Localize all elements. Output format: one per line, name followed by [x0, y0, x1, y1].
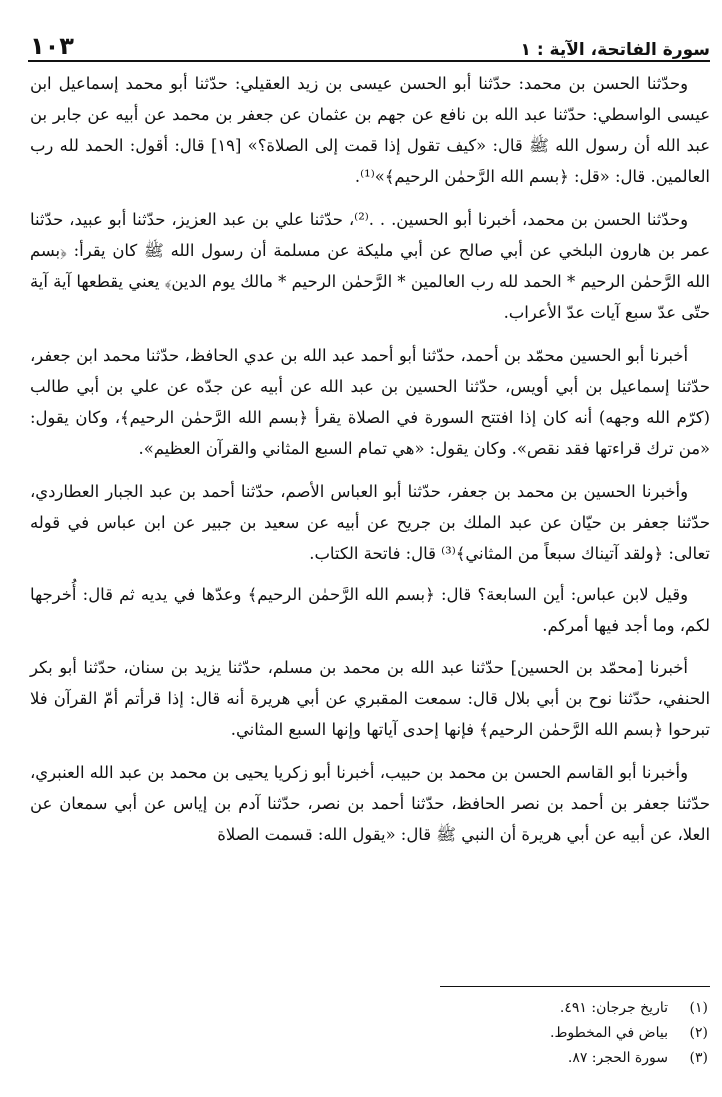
- paragraph-5: وقيل لابن عباس: أين السابعة؟ قال: ﴿بسم الله الرَّحمٰن الرحيم﴾ وعدّها في يديه ثم قال: أُخرجها لكم، وما أجد فيها أمركم.: [30, 585, 710, 635]
- footnote-text: بياض في المخطوط.: [550, 1025, 668, 1041]
- paragraph-6: أخبرنا [محمّد بن الحسين] حدّثنا عبد الله بن محمد بن مسلم، حدّثنا يزيد بن سنان، حدّثنا أبو بكر الحنفي، حدّثنا نوح بن أبي بلال قال: سمعت المقبري عن أبي هريرة أنه قال: إذا قرأتم أمّ القرآن فلا تبرحوا ﴿بسم الله الرَّحمٰن الرحيم﴾ فإنها إحدى آياتها وإنها السبع المثاني.: [30, 658, 710, 739]
- paragraph-7: وأخبرنا أبو القاسم الحسن بن محمد بن حبيب، أخبرنا أبو زكريا يحيى بن محمد بن عبد الله العنبري، حدّثنا جعفر بن أحمد بن نصر الحافظ، حدّثنا أحمد بن نصر، حدّثنا آدم بن إياس عن أبي سمعان عن العلا، عن أبيه عن أبي هريرة أن النبي ﷺ قال: «يقول الله: قسمت الصلاة: [30, 763, 710, 844]
- paragraph-1: وحدّثنا الحسن بن محمد: حدّثنا أبو الحسن عيسى بن زيد العقيلي: حدّثنا أبو محمد إسماعيل ابن عيسى الواسطي: حدّثنا عبد الله بن نافع عن جهم بن عثمان عن جعفر بن محمد عن أبيه عن جابر بن عبد الله أن رسول الله ﷺ قال: «كيف تقول إذا قمت إلى الصلاة؟» [١٩] قال: أقول: الحمد لله رب العالمين. قال: «قل: ﴿بسم الله الرَّحمٰن الرحيم﴾»⁽¹⁾.: [30, 74, 710, 186]
- footnote-text: سورة الحجر: ٨٧.: [567, 1050, 668, 1066]
- footnote-number: (٢): [689, 1025, 708, 1041]
- footnote-2: [260, 1021, 708, 1046]
- paragraph-2: وحدّثنا الحسن بن محمد، أخبرنا أبو الحسين. . .⁽²⁾، حدّثنا علي بن عبد العزيز، حدّثنا أبو عبيد، حدّثنا عمر بن هارون البلخي عن أبي صالح عن أبي مليكة عن مسلمة أن رسول الله ﷺ كان يقرأ: ﴿بسم الله الرَّحمٰن الرحيم * الحمد لله رب العالمين * الرَّحمٰن الرحيم * مالك يوم الدين﴾ يعني يقطعها آية آية حتّى عدّ سبع آيات عدّ الأعراب.: [30, 210, 710, 322]
- page-number: ١٠٣: [30, 32, 74, 60]
- footnote-3: [260, 1046, 708, 1071]
- footnote-number: (١): [689, 1000, 708, 1016]
- header-rule: [28, 60, 710, 62]
- footnote-1: [260, 996, 708, 1021]
- footnote-rule: [440, 986, 710, 987]
- footnotes: [260, 996, 708, 1071]
- footnote-text: تاريخ جرجان: ٤٩١.: [559, 1000, 668, 1016]
- paragraph-4: وأخبرنا الحسين بن محمد بن جعفر، حدّثنا أبو العباس الأصم، حدّثنا أحمد بن عبد الجبار العطاردي، حدّثنا جعفر بن حيّان عن عبد الملك بن جريح عن أبيه عن سعيد بن جبير عن ابن عباس في قوله تعالى: ﴿ولقد آتيناك سبعاً من المثاني﴾⁽³⁾ قال: فاتحة الكتاب.: [30, 482, 710, 563]
- paragraph-3: أخبرنا أبو الحسين محمّد بن أحمد، حدّثنا أبو أحمد عبد الله بن عدي الحافظ، حدّثنا محمد ابن جعفر، حدّثنا إسماعيل بن أبي أويس، حدّثنا الحسين بن عبد الله عن أبيه عن جدّه عن علي بن أبي طالب (كرّم الله وجهه) أنه كان إذا افتتح السورة في الصلاة يقرأ ﴿بسم الله الرَّحمٰن الرحيم﴾، وكان يقول: «من ترك قراءتها فقد نقص». وكان يقول: «هي تمام السبع المثاني والقرآن العظيم».: [30, 346, 710, 458]
- running-head: سورة الفاتحة، الآية : ١: [520, 40, 710, 60]
- footnote-number: (٣): [689, 1050, 708, 1066]
- page-header: [30, 30, 710, 60]
- main-text: [30, 68, 710, 862]
